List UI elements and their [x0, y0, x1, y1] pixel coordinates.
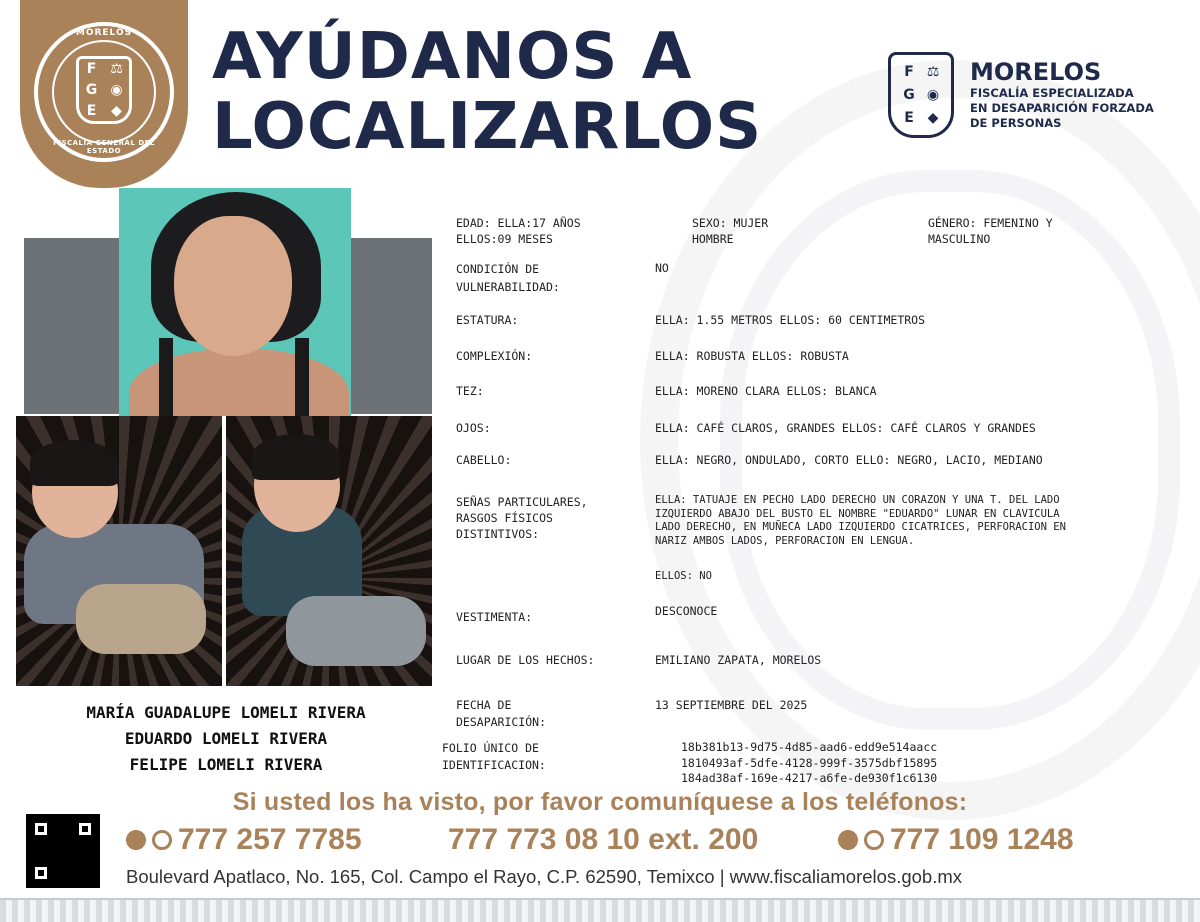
seal-top-text: MORELOS	[75, 28, 133, 38]
logo-subtitle	[970, 86, 1190, 131]
headline-line-1: AYÚDANOS A	[212, 20, 693, 94]
name-felipe: FELIPE LOMELI RIVERA	[129, 755, 323, 774]
logo-title: MORELOS	[970, 58, 1102, 86]
vestimenta-value: DESCONOCE	[655, 604, 718, 618]
whatsapp-icon	[864, 830, 884, 850]
complexion-label: COMPLEXIÓN:	[456, 349, 533, 363]
phone-icon	[126, 830, 146, 850]
tez-label: TEZ:	[456, 384, 484, 398]
phone-2[interactable]	[448, 823, 758, 857]
bottom-pattern-band	[0, 898, 1200, 922]
ojos-value: ELLA: CAFÉ CLAROS, GRANDES ELLOS: CAFÉ CLAROS Y GRANDES	[655, 421, 1036, 435]
seal-letter-g: G	[85, 81, 98, 98]
lugar-label: LUGAR DE LOS HECHOS:	[456, 653, 595, 667]
complexion-value: ELLA: ROBUSTA ELLOS: ROBUSTA	[655, 349, 849, 363]
sexo-field: SEXO: MUJER HOMBRE	[692, 216, 769, 246]
phone-icon	[838, 830, 858, 850]
logo-subtitle-line: DE PERSONAS	[970, 116, 1062, 130]
address-line[interactable]: Boulevard Apatlaco, No. 165, Col. Campo el Rayo, C.P. 62590, Temixco | www.fiscaliamorelos.gob.mx	[126, 866, 963, 887]
map-icon: ◆	[927, 109, 939, 126]
seal-letter-e: E	[86, 102, 97, 119]
folio-label: FOLIO ÚNICO DE IDENTIFICACION:	[442, 741, 546, 772]
logo-subtitle-line: EN DESAPARICIÓN FORZADA	[970, 101, 1154, 115]
names-list	[14, 700, 438, 778]
logo-subtitle-line: FISCALÍA ESPECIALIZADA	[970, 86, 1134, 100]
folio-values: 18b381b13-9d75-4d85-aad6-edd9e514aacc 1810493af-5dfe-4128-999f-3575dbf15895 184ad38af-169e-4217-a6fe-de930f1c6130	[681, 740, 938, 785]
phone-1[interactable]	[126, 823, 362, 857]
lugar-value: EMILIANO ZAPATA, MORELOS	[655, 653, 822, 667]
phone-2-number: 777 773 08 10 ext. 200	[448, 823, 759, 856]
fecha-label: FECHA DE DESAPARICIÓN:	[456, 698, 547, 729]
tez-value: ELLA: MORENO CLARA ELLOS: BLANCA	[655, 384, 877, 398]
photo-felipe	[226, 416, 432, 686]
photo-maria	[119, 188, 351, 416]
ojos-label: OJOS:	[456, 421, 491, 435]
senas-ellos-value: ELLOS: NO	[655, 570, 712, 582]
senas-label: SEÑAS PARTICULARES, RASGOS FÍSICOS DISTINTIVOS:	[456, 495, 588, 541]
phone-1-number: 777 257 7785	[178, 823, 362, 856]
phone-3-number: 777 109 1248	[890, 823, 1074, 856]
photo-eduardo	[16, 416, 222, 686]
condicion-label: CONDICIÓN DE VULNERABILIDAD:	[456, 262, 560, 294]
background-watermark-inner	[720, 170, 1180, 730]
name-maria: MARÍA GUADALUPE LOMELI RIVERA	[86, 703, 366, 722]
name-eduardo: EDUARDO LOMELI RIVERA	[124, 729, 328, 748]
seal-bottom-text: FISCALÍA GENERAL DEL ESTADO	[53, 139, 155, 155]
estatura-label: ESTATURA:	[456, 313, 519, 327]
qr-code-icon[interactable]	[26, 814, 100, 888]
seal-shield-icon	[76, 56, 132, 124]
scale-icon: ⚖	[926, 64, 940, 81]
whatsapp-icon	[152, 830, 172, 850]
seal-letter-f: F	[86, 61, 97, 78]
fecha-value: 13 SEPTIEMBRE DEL 2025	[655, 698, 808, 712]
cabello-label: CABELLO:	[456, 453, 512, 467]
headline-line-2: LOCALIZARLOS	[212, 90, 763, 164]
logo-letter-g: G	[903, 86, 915, 103]
logo-letter-f: F	[904, 64, 914, 81]
phone-3[interactable]	[838, 823, 1074, 857]
eye-icon: ◉	[110, 81, 123, 98]
logo-letter-e: E	[904, 109, 914, 126]
edad-field: EDAD: ELLA:17 AÑOS ELLOS:09 MESES	[456, 216, 581, 246]
genero-field: GÉNERO: FEMENINO Y MASCULINO	[928, 216, 1053, 246]
contact-title: Si usted los ha visto, por favor comuníquese a los teléfonos:	[232, 788, 968, 816]
vestimenta-label: VESTIMENTA:	[456, 610, 533, 624]
map-icon: ◆	[111, 102, 122, 119]
cabello-value: ELLA: NEGRO, ONDULADO, CORTO ELLO: NEGRO, LACIO, MEDIANO	[655, 453, 1043, 467]
scale-icon: ⚖	[110, 61, 123, 78]
eye-icon: ◉	[926, 86, 940, 103]
headline	[212, 22, 762, 162]
condicion-value: NO	[655, 261, 669, 275]
senas-value: ELLA: TATUAJE EN PECHO LADO DERECHO UN CORAZON Y UNA T. DEL LADO IZQUIERDO ABAJO DEL BUSTO EL NOMBRE "EDUARDO" LUNAR EN CLAVICULA LADO DERECHO, EN MUÑECA LADO IZQUIERDO CICATRICES, PERFORACION EN NARIZ AMBOS LADOS, PERFORACION EN LENGUA.	[655, 494, 1066, 547]
fge-seal-logo	[34, 22, 174, 162]
fge-shield-logo	[888, 52, 954, 138]
estatura-value: ELLA: 1.55 METROS ELLOS: 60 CENTIMETROS	[655, 313, 926, 327]
